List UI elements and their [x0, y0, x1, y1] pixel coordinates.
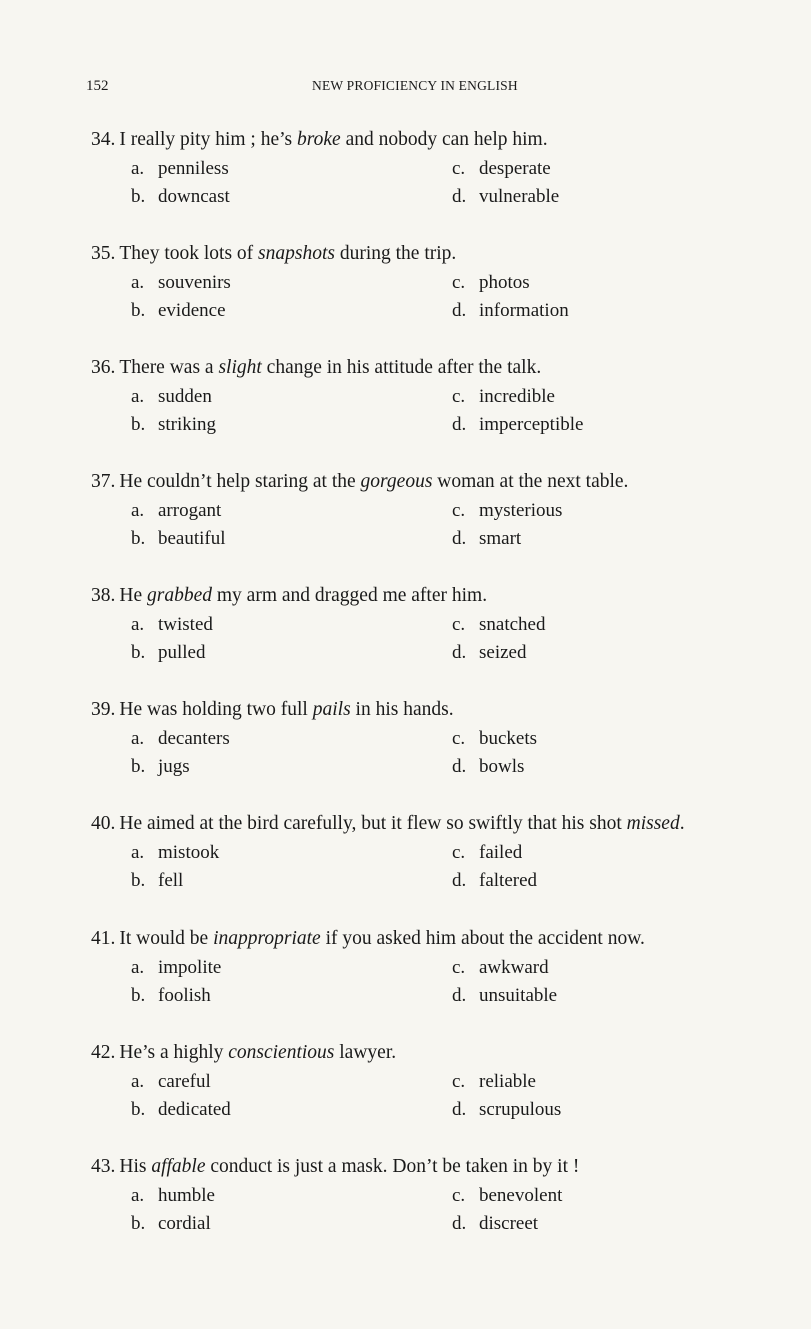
- question-number: 41.: [91, 928, 116, 949]
- option-c: [452, 728, 537, 750]
- option-letter: a.: [131, 842, 145, 863]
- stem-text-before: His: [119, 1156, 152, 1177]
- option-letter: d.: [452, 186, 467, 207]
- option-text: humble: [158, 1185, 215, 1206]
- key-word: gorgeous: [360, 471, 433, 492]
- question-stem: [91, 699, 454, 721]
- option-a: [131, 614, 213, 636]
- option-letter: b.: [131, 528, 146, 549]
- option-d: [452, 1213, 538, 1235]
- option-d: [452, 985, 557, 1007]
- option-c: [452, 1071, 536, 1093]
- option-letter: b.: [131, 414, 146, 435]
- key-word: missed: [626, 813, 680, 834]
- question-number: 42.: [91, 1042, 116, 1063]
- option-text: souvenirs: [158, 272, 231, 293]
- option-text: foolish: [158, 985, 211, 1006]
- question-stem: [91, 357, 541, 379]
- stem-text-after: if you asked him about the accident now.: [320, 928, 645, 949]
- option-text: desperate: [479, 158, 551, 179]
- option-a: [131, 842, 219, 864]
- key-word: grabbed: [147, 585, 212, 606]
- question-stem: [91, 1042, 396, 1064]
- question-stem: [91, 1156, 579, 1178]
- option-letter: d.: [452, 300, 467, 321]
- option-d: [452, 414, 583, 436]
- question-item: [0, 585, 811, 695]
- option-letter: a.: [131, 158, 145, 179]
- option-letter: c.: [452, 272, 466, 293]
- question-item: [0, 243, 811, 353]
- option-letter: b.: [131, 186, 146, 207]
- stem-text-before: I really pity him ; he’s: [119, 129, 298, 150]
- option-letter: b.: [131, 1099, 146, 1120]
- option-letter: a.: [131, 1185, 145, 1206]
- option-text: smart: [479, 528, 522, 549]
- question-number: 38.: [91, 585, 116, 606]
- stem-text-before: He aimed at the bird carefully, but it flew so swiftly that his shot: [119, 813, 627, 834]
- option-text: bowls: [479, 756, 525, 777]
- option-letter: a.: [131, 272, 145, 293]
- key-word: slight: [218, 357, 262, 378]
- option-text: beautiful: [158, 528, 226, 549]
- question-number: 39.: [91, 699, 116, 720]
- question-stem: [91, 585, 487, 607]
- option-c: [452, 272, 530, 294]
- option-letter: d.: [452, 642, 467, 663]
- option-d: [452, 756, 524, 778]
- option-letter: b.: [131, 756, 146, 777]
- option-letter: d.: [452, 1099, 467, 1120]
- key-word: inappropriate: [213, 928, 321, 949]
- question-item: [0, 699, 811, 809]
- question-number: 34.: [91, 129, 116, 150]
- option-letter: b.: [131, 300, 146, 321]
- option-text: decanters: [158, 728, 230, 749]
- option-text: faltered: [479, 870, 538, 891]
- option-text: sudden: [158, 386, 212, 407]
- question-number: 37.: [91, 471, 116, 492]
- option-text: information: [479, 300, 569, 321]
- key-word: affable: [151, 1156, 206, 1177]
- question-item: [0, 928, 811, 1038]
- option-text: seized: [479, 642, 527, 663]
- option-letter: d.: [452, 985, 467, 1006]
- key-word: pails: [312, 699, 351, 720]
- option-d: [452, 528, 521, 550]
- option-text: striking: [158, 414, 217, 435]
- option-text: cordial: [158, 1213, 211, 1234]
- stem-text-after: woman at the next table.: [432, 471, 629, 492]
- stem-text-after: lawyer.: [334, 1042, 397, 1063]
- option-c: [452, 386, 555, 408]
- question-number: 35.: [91, 243, 116, 264]
- option-letter: d.: [452, 756, 467, 777]
- stem-text-after: conduct is just a mask. Don’t be taken in by it !: [205, 1156, 580, 1177]
- option-text: failed: [479, 842, 523, 863]
- key-word: snapshots: [258, 243, 335, 264]
- option-c: [452, 500, 562, 522]
- question-stem: [91, 928, 645, 950]
- option-letter: d.: [452, 414, 467, 435]
- stem-text-after: in his hands.: [350, 699, 454, 720]
- page-number: 152: [86, 78, 109, 94]
- option-letter: a.: [131, 728, 145, 749]
- option-letter: c.: [452, 728, 466, 749]
- key-word: conscientious: [228, 1042, 335, 1063]
- option-text: reliable: [479, 1071, 536, 1092]
- option-text: downcast: [158, 186, 230, 207]
- option-a: [131, 386, 212, 408]
- option-b: [131, 186, 230, 208]
- question-stem: [91, 129, 548, 151]
- option-letter: c.: [452, 842, 466, 863]
- stem-text-after: and nobody can help him.: [340, 129, 548, 150]
- key-word: broke: [297, 129, 341, 150]
- option-letter: d.: [452, 870, 467, 891]
- option-text: photos: [479, 272, 530, 293]
- option-text: mistook: [158, 842, 220, 863]
- option-text: careful: [158, 1071, 211, 1092]
- option-text: penniless: [158, 158, 229, 179]
- option-a: [131, 500, 221, 522]
- option-letter: c.: [452, 500, 466, 521]
- stem-text-before: He was holding two full: [119, 699, 313, 720]
- question-number: 43.: [91, 1156, 116, 1177]
- option-text: imperceptible: [479, 414, 584, 435]
- option-a: [131, 1071, 211, 1093]
- option-text: dedicated: [158, 1099, 231, 1120]
- option-c: [452, 842, 522, 864]
- stem-text-before: They took lots of: [119, 243, 259, 264]
- option-letter: b.: [131, 870, 146, 891]
- question-stem: [91, 243, 456, 265]
- option-letter: b.: [131, 985, 146, 1006]
- option-letter: a.: [131, 386, 145, 407]
- option-text: twisted: [158, 614, 213, 635]
- question-item: [0, 471, 811, 581]
- option-letter: c.: [452, 1185, 466, 1206]
- option-text: benevolent: [479, 1185, 563, 1206]
- option-letter: a.: [131, 500, 145, 521]
- option-a: [131, 1185, 215, 1207]
- option-c: [452, 1185, 562, 1207]
- option-d: [452, 870, 537, 892]
- running-head: NEW PROFICIENCY IN ENGLISH: [312, 78, 518, 93]
- option-a: [131, 728, 230, 750]
- question-item: [0, 1042, 811, 1152]
- option-b: [131, 756, 190, 778]
- option-text: vulnerable: [479, 186, 560, 207]
- option-b: [131, 870, 183, 892]
- option-b: [131, 300, 226, 322]
- question-item: [0, 129, 811, 239]
- option-letter: a.: [131, 614, 145, 635]
- option-text: incredible: [479, 386, 555, 407]
- stem-text-after: change in his attitude after the talk.: [261, 357, 542, 378]
- option-b: [131, 1099, 231, 1121]
- option-text: buckets: [479, 728, 538, 749]
- option-letter: a.: [131, 1071, 145, 1092]
- page-header: [0, 78, 811, 100]
- question-stem: [91, 813, 685, 835]
- stem-text-before: It would be: [119, 928, 214, 949]
- option-c: [452, 158, 551, 180]
- stem-text-after: .: [679, 813, 685, 834]
- option-text: jugs: [158, 756, 190, 777]
- option-b: [131, 985, 211, 1007]
- question-item: [0, 813, 811, 923]
- option-text: pulled: [158, 642, 206, 663]
- option-d: [452, 1099, 561, 1121]
- option-c: [452, 614, 545, 636]
- option-text: mysterious: [479, 500, 563, 521]
- option-a: [131, 272, 231, 294]
- stem-text-before: There was a: [119, 357, 219, 378]
- question-number: 40.: [91, 813, 116, 834]
- stem-text-before: He’s a highly: [119, 1042, 229, 1063]
- option-letter: c.: [452, 158, 466, 179]
- option-b: [131, 414, 216, 436]
- option-text: impolite: [158, 957, 222, 978]
- option-b: [131, 528, 226, 550]
- option-letter: d.: [452, 1213, 467, 1234]
- option-text: snatched: [479, 614, 546, 635]
- option-text: discreet: [479, 1213, 539, 1234]
- question-item: [0, 1156, 811, 1266]
- option-text: evidence: [158, 300, 226, 321]
- option-text: fell: [158, 870, 184, 891]
- option-a: [131, 158, 229, 180]
- question-item: [0, 357, 811, 467]
- stem-text-after: during the trip.: [334, 243, 457, 264]
- option-letter: d.: [452, 528, 467, 549]
- option-b: [131, 642, 206, 664]
- option-b: [131, 1213, 211, 1235]
- option-text: awkward: [479, 957, 549, 978]
- option-c: [452, 957, 549, 979]
- option-text: arrogant: [158, 500, 222, 521]
- option-letter: b.: [131, 642, 146, 663]
- stem-text-before: He: [119, 585, 147, 606]
- question-number: 36.: [91, 357, 116, 378]
- question-stem: [91, 471, 628, 493]
- option-d: [452, 186, 559, 208]
- option-letter: c.: [452, 386, 466, 407]
- option-text: scrupulous: [479, 1099, 562, 1120]
- stem-text-after: my arm and dragged me after him.: [212, 585, 488, 606]
- option-letter: c.: [452, 614, 466, 635]
- option-d: [452, 642, 526, 664]
- option-letter: c.: [452, 1071, 466, 1092]
- option-letter: b.: [131, 1213, 146, 1234]
- option-letter: c.: [452, 957, 466, 978]
- option-d: [452, 300, 569, 322]
- option-text: unsuitable: [479, 985, 558, 1006]
- option-a: [131, 957, 221, 979]
- option-letter: a.: [131, 957, 145, 978]
- stem-text-before: He couldn’t help staring at the: [119, 471, 361, 492]
